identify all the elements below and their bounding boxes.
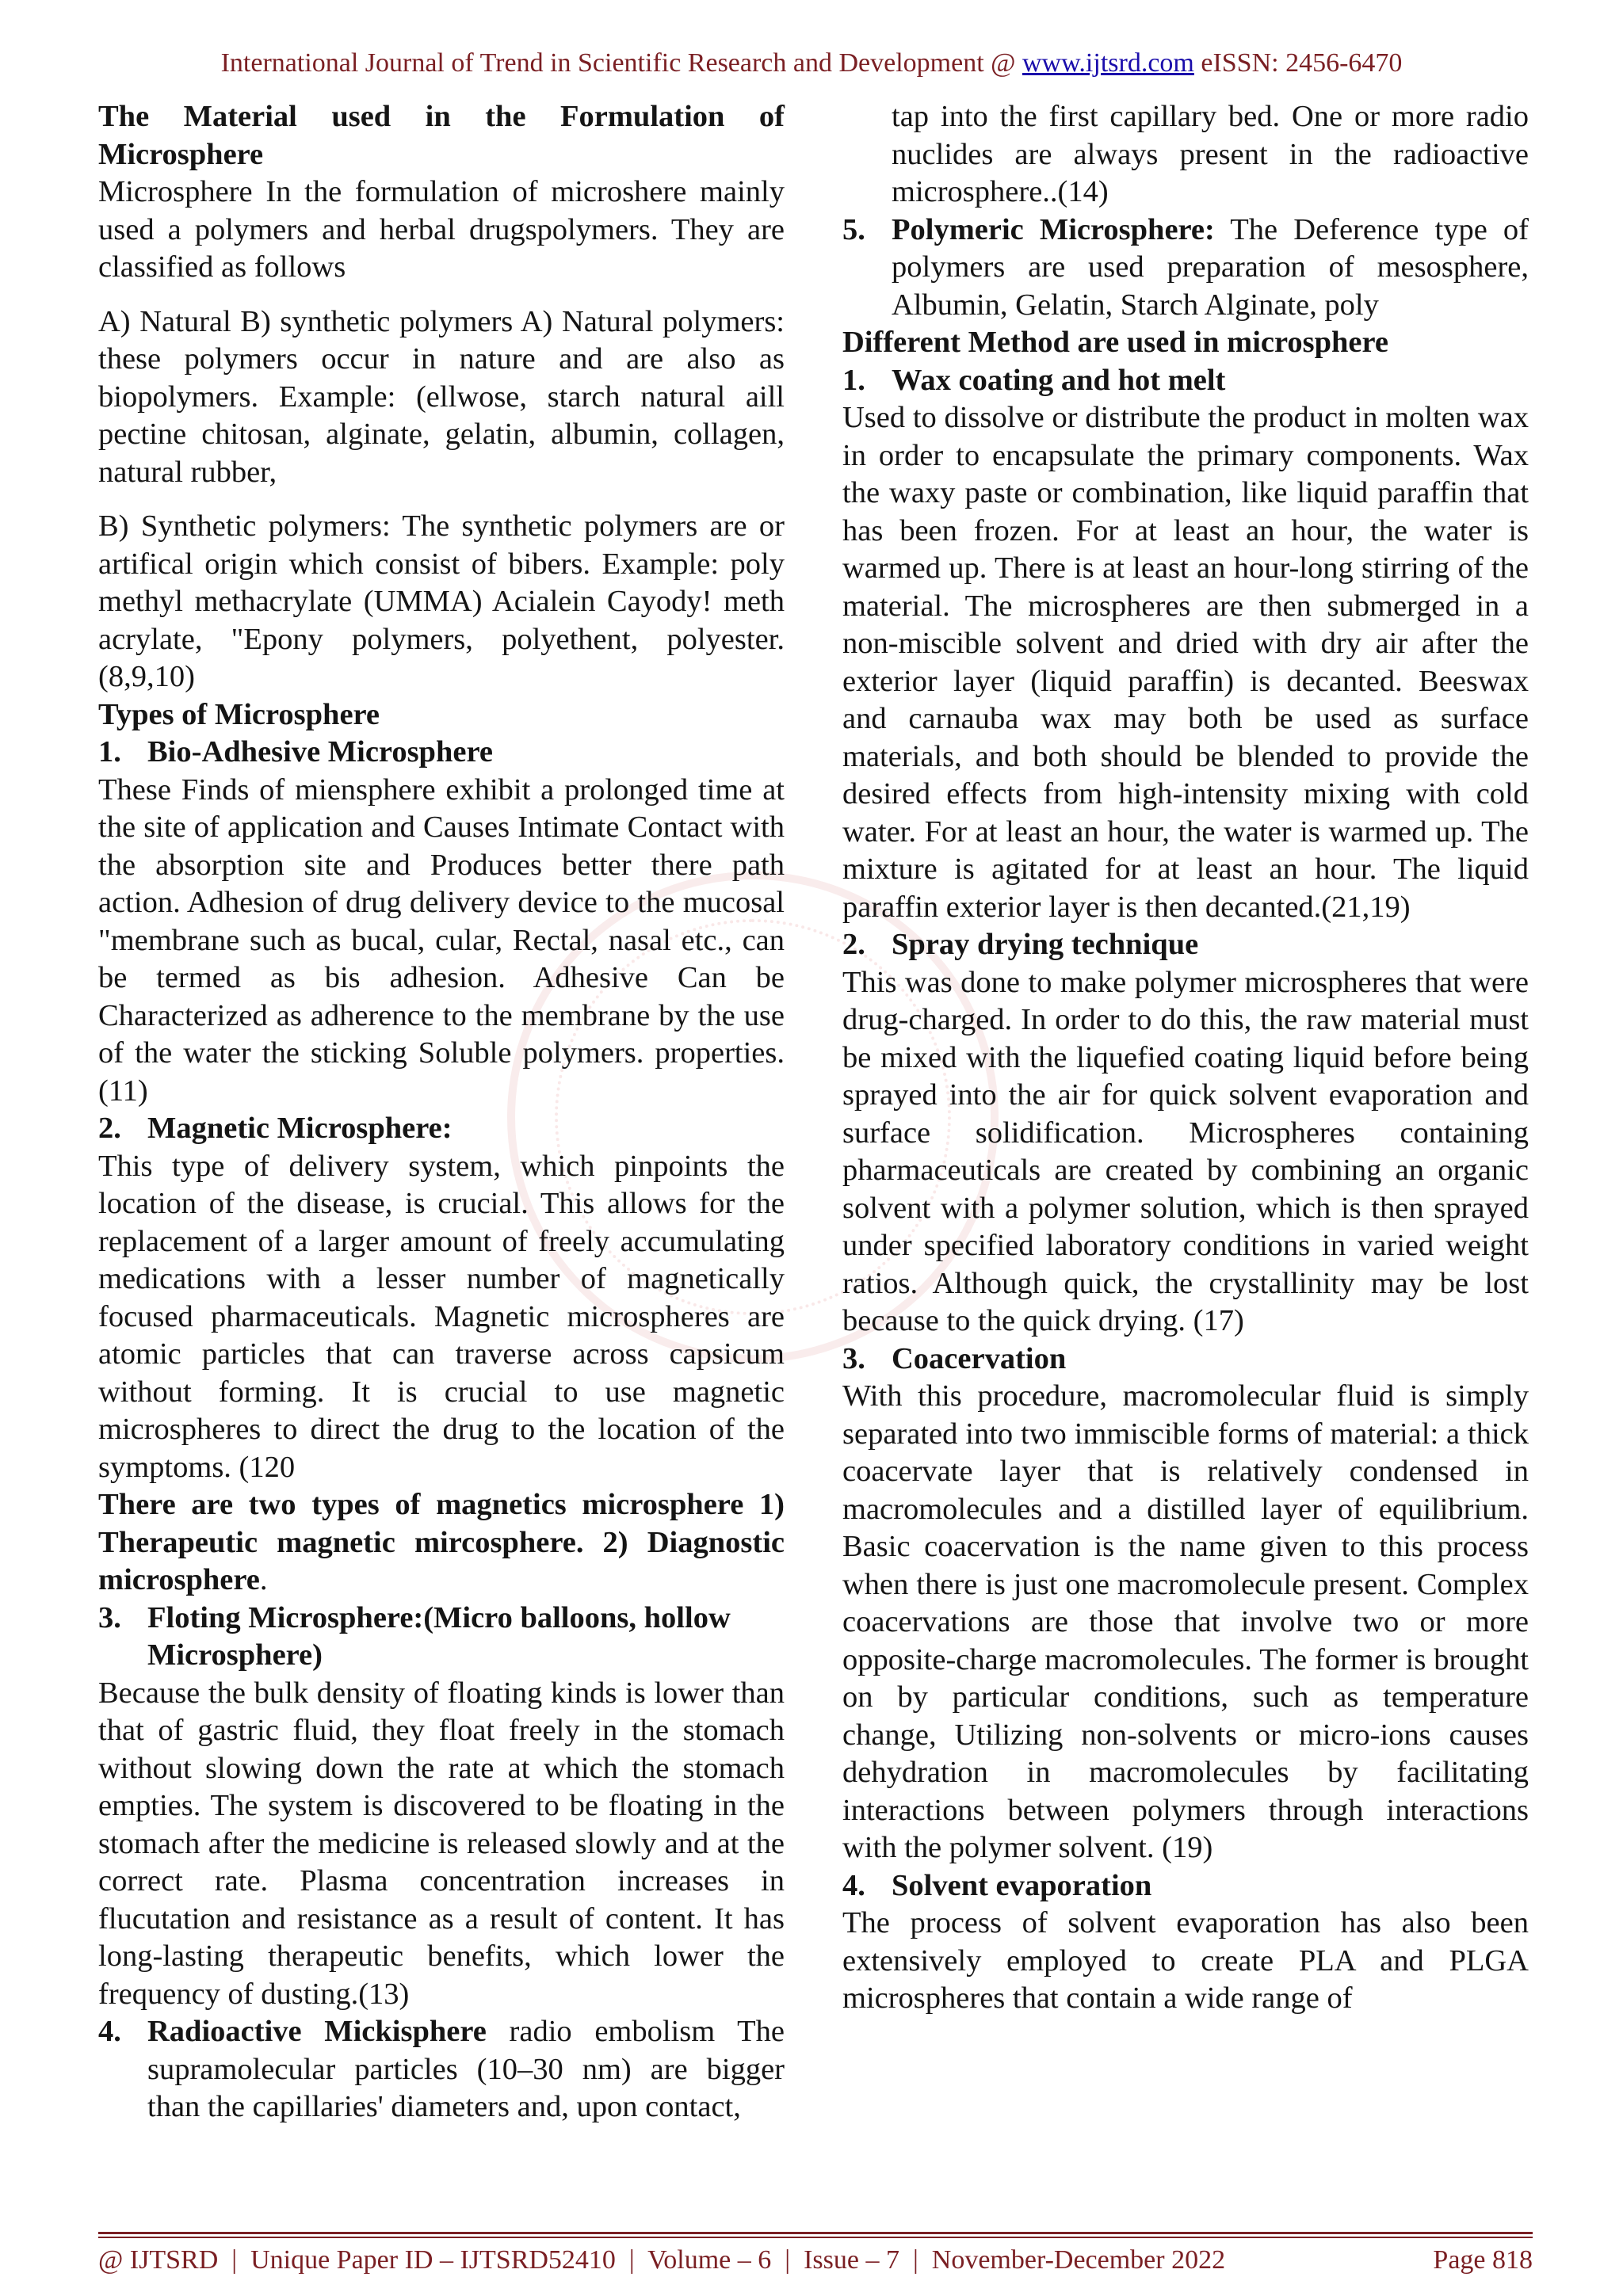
paragraph-bio-adhesive: These Finds of miensphere exhibit a prolonged time at the site of application and Causes Intimate Contact with the absorption site and Produces better there path action. Adhesion of drug delivery device to the mucosal "membrane such as bucal, cular, Rectal, nasal etc., can be termed as bis adhesion. Adhesive Can be Characterized as adherence to the membrane by the use of the water the sticking Soluble polymers. properties.(11) xyxy=(98,772,785,1108)
list-title: Coacervation xyxy=(892,1341,1067,1375)
list-number: 2. xyxy=(98,1112,121,1145)
list-text: radio embolism The supramolecular particles (10–30 nm) are bigger than the capillaries' diameters and, upon contact, xyxy=(147,2015,785,2123)
header-link[interactable]: www.ijtsrd.com xyxy=(1022,48,1194,78)
list-item-radioactive xyxy=(98,2013,785,2126)
left-column xyxy=(98,98,785,2126)
list-item-solvent-evaporation xyxy=(842,1867,1529,1905)
right-column xyxy=(842,98,1529,2018)
list-number: 3. xyxy=(842,1341,865,1375)
list-item-coacervation xyxy=(842,1341,1529,1379)
list-title: Radioactive Mickisphere xyxy=(147,2015,487,2048)
list-item-floating xyxy=(98,1600,785,1675)
list-title: Polymeric Microsphere: xyxy=(892,212,1215,246)
paragraph-material: Microsphere In the formulation of microshere mainly used a polymers and herbal drugspolymers. They are classified as follows xyxy=(98,175,785,284)
list-title: Bio-Adhesive Microsphere xyxy=(147,735,493,769)
list-number: 4. xyxy=(98,2015,121,2048)
page-number: Page 818 xyxy=(1433,2245,1533,2275)
heading-types: Types of Microsphere xyxy=(98,697,380,731)
list-body xyxy=(892,212,1529,325)
paragraph-radioactive-continued: tap into the first capillary bed. One or more radio nuclides are always present in the radioactive microsphere..(14) xyxy=(892,100,1529,208)
heading-two-types xyxy=(98,1486,785,1600)
list-item-wax-coating xyxy=(842,362,1529,400)
paragraph-natural-polymers: A) Natural B) synthetic polymers A) Natural polymers: these polymers occur in nature and are also as biopolymers. Example: (ellwose, starch natural aill pectine chitosan, alginate, gelatin, albumin, collagen, natural rubber, xyxy=(98,304,785,489)
running-footer xyxy=(98,2245,1533,2276)
paragraph-coacervation: With this procedure, macromolecular fluid is simply separated into two immiscible forms of material: a thick coacervate layer that is relatively condensed in macromolecules and a distilled layer of equilibrium. Basic coacervation is the name given to this process when there is just one macromolecule present. Complex coacervations are those that involve two or more opposite-charge macromolecules. The former is brought on by particular conditions, such as temperature change, Utilizing non-solvents or micro-ions causes dehydration in macromolecules by facilitating interactions between polymers through interactions with the polymer solvent. (19) xyxy=(842,1379,1529,1864)
header-journal: International Journal of Trend in Scientific Research and Development @ xyxy=(220,48,1022,78)
paragraph-wax-coating: Used to dissolve or distribute the product in molten wax in order to encapsulate the primary components. Wax the waxy paste or combination, like liquid paraffin that has been frozen. For at least an hour, the water is warmed up. There is at least an hour-long stirring of the material. The microspheres are then submerged in a non-miscible solvent and dried with dry air after the exterior layer (liquid paraffin) is decanted. Beeswax and carnauba wax may both be used as surface materials, and both should be blended to provide the desired effects from high-intensity mixing with cold water. For at least an hour, the water is warmed up. The mixture is agitated for at least an hour. The liquid paraffin exterior layer is then decanted.(21,19) xyxy=(842,401,1529,924)
footer-rule-thin xyxy=(98,2237,1533,2238)
heading-methods: Different Method are used in microsphere xyxy=(842,326,1388,359)
list-title: Wax coating and hot melt xyxy=(892,363,1226,397)
list-title: Magnetic Microsphere: xyxy=(147,1112,453,1145)
list-title: Solvent evaporation xyxy=(892,1868,1152,1902)
heading-two-types-period: . xyxy=(259,1563,268,1596)
paragraph-synthetic-polymers: B) Synthetic polymers: The synthetic polymers are or artifical origin which consist of bibers. Example: poly methyl methacrylate (UMMA) Acialein Cayody! meth acrylate, "Epony polymers, polyethent, polyester.(8,9,10) xyxy=(98,509,785,693)
list-number: 4. xyxy=(842,1868,865,1902)
paragraph-solvent-evaporation: The process of solvent evaporation has also been extensively employed to create PLA and PLGA microspheres that contain a wide range of xyxy=(842,1906,1529,2015)
list-item-bio-adhesive xyxy=(98,734,785,772)
footer-info: @ IJTSRD | Unique Paper ID – IJTSRD52410 | Volume – 6 | Issue – 7 | November-December 2022 xyxy=(98,2245,1226,2275)
paragraph-spray-drying: This was done to make polymer microspheres that were drug-charged. In order to do this, the raw material must be mixed with the liquefied coating liquid before being sprayed into the air for quick solvent evaporation and surface solidification. Microspheres containing pharmaceuticals are created by combining an organic solvent with a polymer solution, which is then sprayed under specified laboratory conditions in varied weight ratios. Although quick, the crystallinity may be lost because to the quick drying. (17) xyxy=(842,965,1529,1337)
paragraph-floating: Because the bulk density of floating kinds is lower than that of gastric fluid, they float freely in the stomach without slowing down the rate at which the stomach empties. The system is discovered to be floating in the stomach after the medicine is released slowly and at the correct rate. Plasma concentration increases in flucutation and resistance as a result of content. It has long-lasting therapeutic benefits, which lower the frequency of dusting.(13) xyxy=(98,1676,785,2011)
list-number: 2. xyxy=(842,928,865,961)
list-number: 5. xyxy=(842,212,865,246)
list-item-polymeric xyxy=(842,212,1529,325)
list-body xyxy=(147,2013,785,2126)
list-item-magnetic xyxy=(98,1110,785,1148)
list-item-spray-drying xyxy=(842,926,1529,964)
heading-two-types-text: There are two types of magnetics microsphere 1) Therapeutic magnetic mircosphere. 2) Diagnostic microsphere xyxy=(98,1488,785,1596)
list-number: 1. xyxy=(98,735,121,769)
footer-rule xyxy=(98,2232,1533,2234)
list-title: Spray drying technique xyxy=(892,928,1199,961)
list-number: 1. xyxy=(842,363,865,397)
list-text: The Deference type of polymers are used preparation of mesosphere, Albumin, Gelatin, Starch Alginate, poly xyxy=(892,212,1529,322)
heading-material: The Material used in the Formulation of Microsphere xyxy=(98,100,785,171)
running-header xyxy=(0,48,1623,79)
list-title: Floting Microsphere:(Micro balloons, hollow Microsphere) xyxy=(147,1600,731,1672)
paragraph-magnetic: This type of delivery system, which pinpoints the location of the disease, is crucial. This allows for the replacement of a larger amount of freely accumulating medications with a lesser number of magnetically focused pharmaceuticals. Magnetic microspheres are atomic particles that can traverse across capsicum without forming. It is crucial to use magnetic microspheres to direct the drug to the location of the symptoms. (120 xyxy=(98,1149,785,1484)
list-number: 3. xyxy=(98,1600,121,1634)
header-issn: eISSN: 2456-6470 xyxy=(1193,48,1403,78)
